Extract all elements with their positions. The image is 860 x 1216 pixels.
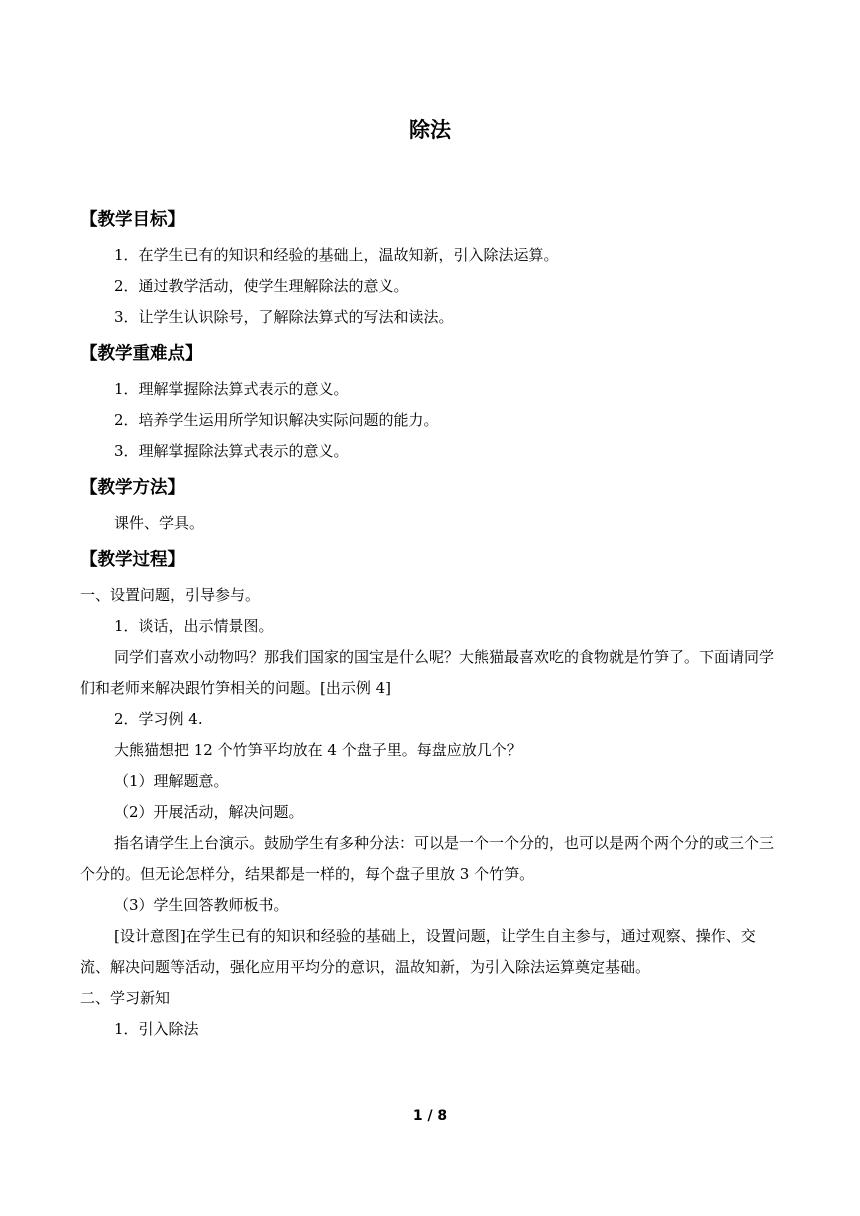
goal-item: 1．在学生已有的知识和经验的基础上，温故知新，引入除法运算。 bbox=[114, 246, 559, 264]
process-step: 1．谈话，出示情景图。 bbox=[114, 617, 274, 635]
process-step: 2．学习例 4. bbox=[114, 710, 203, 728]
goal-item: 2．通过教学活动，使学生理解除法的意义。 bbox=[114, 277, 409, 295]
heading-teaching-goals: 【教学目标】 bbox=[80, 210, 185, 230]
process-step: 1．引入除法 bbox=[114, 1020, 199, 1038]
page-title: 除法 bbox=[409, 118, 451, 142]
key-point-item: 1．理解掌握除法算式表示的意义。 bbox=[114, 380, 349, 398]
heading-teaching-methods: 【教学方法】 bbox=[80, 478, 185, 498]
document-body bbox=[80, 204, 785, 1045]
key-point-item: 2．培养学生运用所学知识解决实际问题的能力。 bbox=[114, 411, 439, 429]
design-intent-paragraph: [设计意图]在学生已有的知识和经验的基础上，设置问题，让学生自主参与，通过观察、操作、交流、解决问题等活动，强化应用平均分的意识，温故知新，为引入除法运算奠定基础。 bbox=[80, 927, 756, 976]
process-substep: （2）开展活动，解决问题。 bbox=[114, 803, 304, 821]
process-part-heading: 一、设置问题，引导参与。 bbox=[80, 586, 261, 604]
heading-key-points: 【教学重难点】 bbox=[80, 344, 203, 364]
heading-teaching-process: 【教学过程】 bbox=[80, 550, 185, 570]
process-substep: （3）学生回答教师板书。 bbox=[114, 896, 289, 914]
process-substep: （1）理解题意。 bbox=[114, 772, 229, 790]
process-paragraph: 同学们喜欢小动物吗？那我们国家的国宝是什么呢？大熊猫最喜欢吃的食物就是竹笋了。下面请同学们和老师来解决跟竹笋相关的问题。[出示例 4] bbox=[80, 648, 775, 697]
process-paragraph: 指名请学生上台演示。鼓励学生有多种分法：可以是一个一个分的，也可以是两个两个分的或三个三个分的。但无论怎样分，结果都是一样的，每个盘子里放 3 个竹笋。 bbox=[80, 834, 775, 883]
example-question: 大熊猫想把 12 个竹笋平均放在 4 个盘子里。每盘应放几个？ bbox=[114, 741, 522, 759]
goal-item: 3．让学生认识除号，了解除法算式的写法和读法。 bbox=[114, 308, 454, 326]
methods-text: 课件、学具。 bbox=[114, 514, 205, 532]
page-number: 1 / 8 bbox=[412, 1108, 448, 1124]
process-part-heading: 二、学习新知 bbox=[80, 989, 171, 1007]
key-point-item: 3．理解掌握除法算式表示的意义。 bbox=[114, 442, 349, 460]
